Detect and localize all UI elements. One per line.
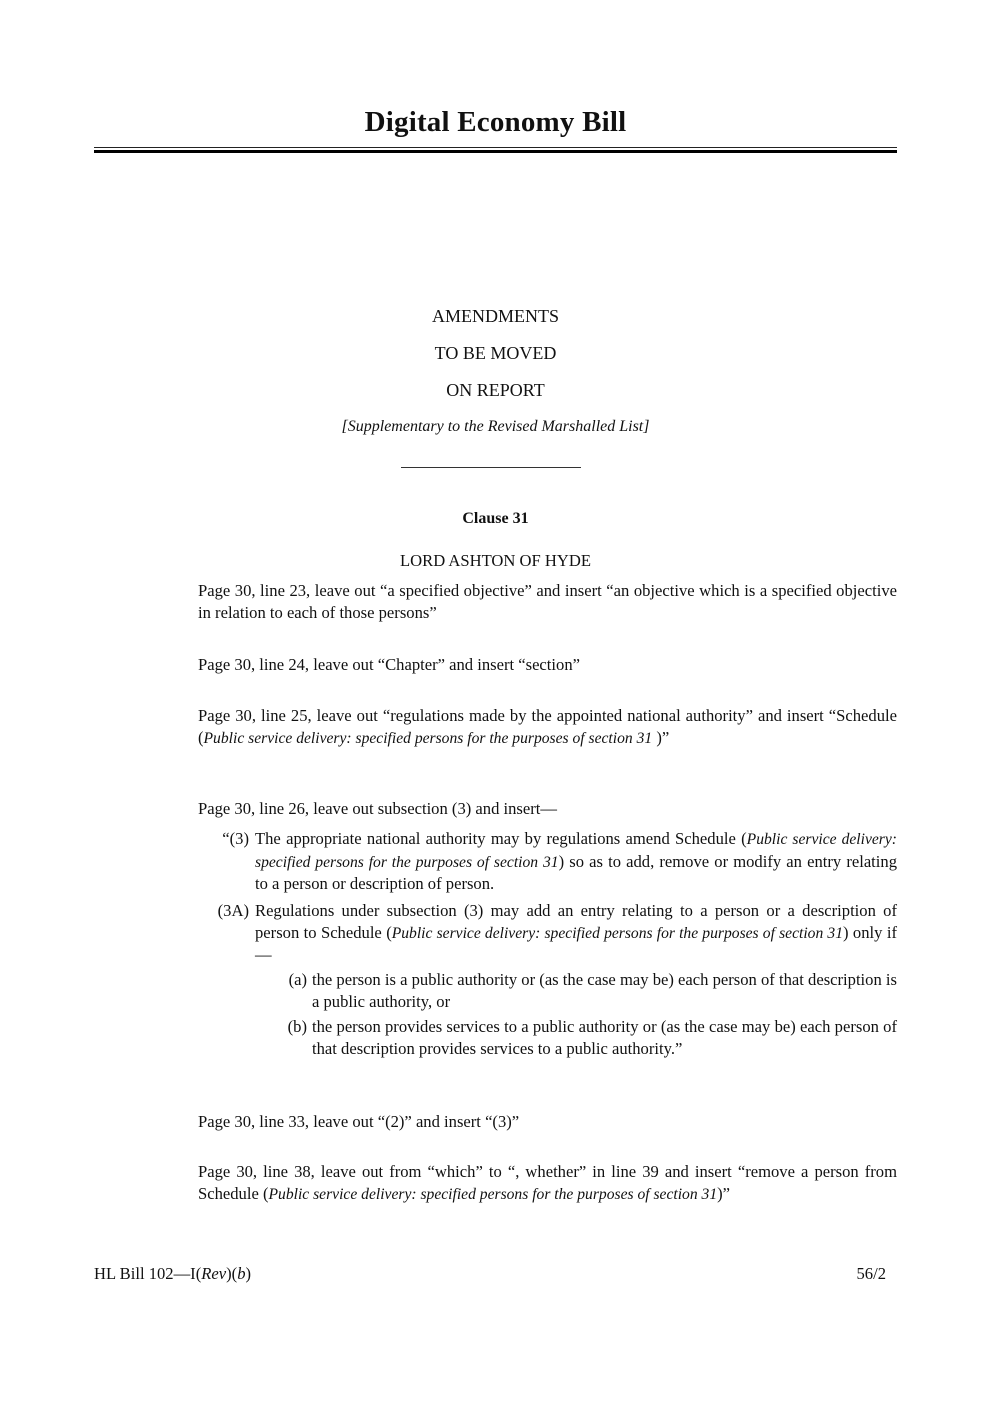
section-divider	[401, 467, 581, 468]
title-rule-thick	[94, 150, 897, 153]
amendment-6-text: Page 30, line 38, leave out from “which” to “, whether” in line 39 and insert “remove a person from Schedule (	[198, 1162, 897, 1203]
subsection-3a-schedule-title: Public service delivery: specified persons for the purposes of section 31	[391, 924, 843, 942]
clause-heading: Clause 31	[462, 510, 529, 527]
amendment-4-intro: Page 30, line 26, leave out subsection (3) and insert—	[198, 799, 557, 818]
subsection-3-text-end: ) so as to add, remove or modify an entry relating to a person or description of person.	[255, 851, 897, 893]
title-rule-thin	[94, 147, 897, 148]
subsection-3	[198, 828, 897, 895]
bill-ref-mid: )(	[226, 1264, 238, 1283]
paragraph-b-number: (b)	[287, 1017, 307, 1036]
subsection-3a-number: (3A)	[217, 901, 249, 920]
amendment-5: Page 30, line 33, leave out “(2)” and insert “(3)”	[198, 1112, 520, 1131]
paragraph-a	[198, 969, 897, 1012]
paragraph-a-text: the person is a public authority or (as the case may be) each person of that description is a public authority, or	[312, 970, 897, 1011]
bill-ref-suffix: )	[245, 1264, 252, 1283]
paragraph-a-number: (a)	[288, 970, 307, 989]
cover-line-amendments: AMENDMENTS	[431, 306, 559, 326]
subsection-3-schedule-title: Public service delivery: specified persons for the purposes of section 31	[255, 831, 897, 871]
amendment-3	[198, 705, 897, 749]
bill-ref-b: b	[237, 1264, 246, 1283]
paragraph-b-text: the person provides services to a public authority or (as the case may be) each person of that description provides services to a public authority.”	[312, 1017, 897, 1058]
document-title: Digital Economy Bill	[364, 106, 627, 138]
paragraph-b	[198, 1016, 897, 1059]
amendment-1: Page 30, line 23, leave out “a specified objective” and insert “an objective which is a specified objective in relation to each of those persons”	[198, 581, 897, 622]
subsection-3a-text-start: Regulations under subsection (3) may add an entry relating to a person or a description of person to Schedule (	[255, 901, 897, 942]
amendment-2: Page 30, line 24, leave out “Chapter” and insert “section”	[198, 655, 580, 674]
subsection-3-text-start: The appropriate national authority may by regulations amend Schedule (	[255, 829, 747, 848]
cover-line-on-report: ON REPORT	[446, 380, 545, 400]
subsection-3-number: “(3)	[222, 829, 249, 848]
bill-ref-rev: Rev	[201, 1264, 227, 1283]
cover-line-to-be-moved: TO BE MOVED	[434, 343, 557, 363]
amendment-3-schedule-title: Public service delivery: specified persons for the purposes of section 31	[203, 729, 653, 747]
subsection-3-text	[255, 828, 897, 895]
amendment-6-schedule-title: Public service delivery: specified persons for the purposes of section 31	[268, 1185, 718, 1203]
amendment-mover: LORD ASHTON OF HYDE	[400, 551, 591, 570]
subsection-3a	[198, 900, 897, 966]
bill-reference	[94, 1264, 251, 1284]
subsection-3a-text	[255, 900, 897, 966]
amendment-3-text: Page 30, line 25, leave out “regulations made by the appointed national authority” and insert “Schedule (	[198, 706, 897, 747]
subsection-3a-text-end: ) only if—	[255, 922, 897, 964]
bill-ref-prefix: HL Bill 102—I(	[94, 1264, 202, 1283]
page-reference: 56/2	[856, 1264, 886, 1283]
amendment-6	[198, 1161, 897, 1205]
cover-subtitle: [Supplementary to the Revised Marshalled List]	[341, 418, 650, 435]
amendment-6-text-end: )”	[717, 1183, 731, 1203]
amendment-3-text-end: )”	[652, 727, 670, 747]
